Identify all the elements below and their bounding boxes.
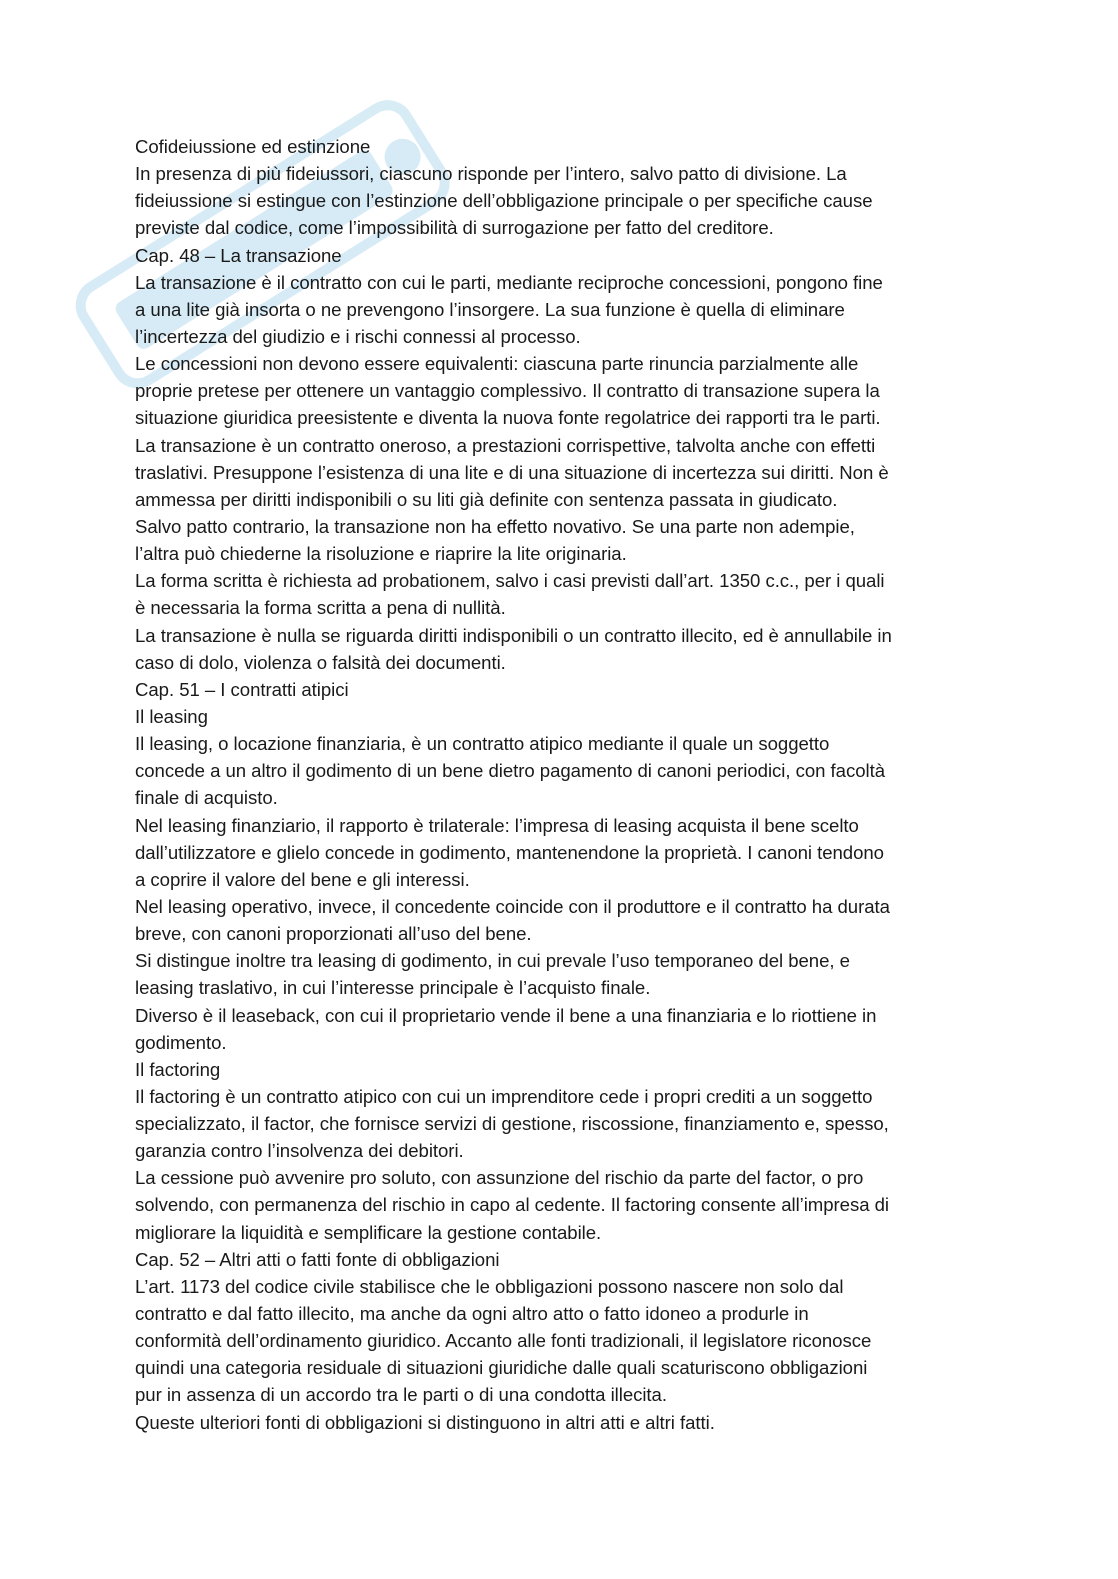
text-line: godimento. <box>135 1031 227 1053</box>
text-line: conformità dell’ordinamento giuridico. Accanto alle fonti tradizionali, il legislatore riconosce <box>135 1330 872 1352</box>
text-line: La cessione può avvenire pro soluto, con assunzione del rischio da parte del factor, o pro <box>135 1167 864 1189</box>
text-line: l’altra può chiederne la risoluzione e riaprire la lite originaria. <box>135 543 627 565</box>
text-line: garanzia contro l’insolvenza dei debitori. <box>135 1140 464 1162</box>
text-line: Queste ulteriori fonti di obbligazioni si distinguono in altri atti e altri fatti. <box>135 1411 715 1433</box>
text-line: è necessaria la forma scritta a pena di nullità. <box>135 597 506 619</box>
text-line: Diverso è il leaseback, con cui il proprietario vende il bene a una finanziaria e lo riottiene in <box>135 1004 877 1026</box>
text-line: Nel leasing operativo, invece, il concedente coincide con il produttore e il contratto ha durata <box>135 895 890 917</box>
text-line: Il factoring è un contratto atipico con cui un imprenditore cede i propri crediti a un soggetto <box>135 1085 873 1107</box>
text-line: leasing traslativo, in cui l’interesse principale è l’acquisto finale. <box>135 977 651 999</box>
text-line: fideiussione si estingue con l’estinzione dell’obbligazione principale o per specifiche cause <box>135 190 873 212</box>
text-line: Salvo patto contrario, la transazione non ha effetto novativo. Se una parte non adempie, <box>135 515 855 537</box>
text-line: caso di dolo, violenza o falsità dei documenti. <box>135 651 506 673</box>
text-line: Cap. 48 – La transazione <box>135 244 342 266</box>
text-line: La transazione è un contratto oneroso, a prestazioni corrispettive, talvolta anche con effetti <box>135 434 876 456</box>
text-line: contratto e dal fatto illecito, ma anche da ogni altro atto o fatto idoneo a produrle in <box>135 1303 809 1325</box>
document-body <box>135 133 985 1436</box>
text-line: finale di acquisto. <box>135 787 278 809</box>
text-line: dall’utilizzatore e glielo concede in godimento, mantenendone la proprietà. I canoni tendono <box>135 841 884 863</box>
text-line: quindi una categoria residuale di situazioni giuridiche dalle quali scaturiscono obbligazioni <box>135 1357 868 1379</box>
text-line: Il leasing, o locazione finanziaria, è un contratto atipico mediante il quale un soggetto <box>135 733 830 755</box>
text-line: concede a un altro il godimento di un bene dietro pagamento di canoni periodici, con facoltà <box>135 760 885 782</box>
text-line: solvendo, con permanenza del rischio in capo al cedente. Il factoring consente all’impresa di <box>135 1194 889 1216</box>
text-line: L’art. 1173 del codice civile stabilisce che le obbligazioni possono nascere non solo dal <box>135 1275 844 1297</box>
text-line: pur in assenza di un accordo tra le parti o di una condotta illecita. <box>135 1384 667 1406</box>
text-line: a una lite già insorta o ne prevengono l’insorgere. La sua funzione è quella di eliminare <box>135 298 845 320</box>
text-line: Si distingue inoltre tra leasing di godimento, in cui prevale l’uso temporaneo del bene, e <box>135 950 850 972</box>
text-line: a coprire il valore del bene e gli interessi. <box>135 868 470 890</box>
text-line: La forma scritta è richiesta ad probationem, salvo i casi previsti dall’art. 1350 c.c., per i quali <box>135 570 885 592</box>
text-line: Cap. 52 – Altri atti o fatti fonte di obbligazioni <box>135 1248 500 1270</box>
text-line: Il leasing <box>135 705 208 727</box>
text-line: breve, con canoni proporzionati all’uso del bene. <box>135 923 532 945</box>
text-line: specializzato, il factor, che fornisce servizi di gestione, riscossione, finanziamento e, spesso, <box>135 1113 889 1135</box>
text-line: migliorare la liquidità e semplificare la gestione contabile. <box>135 1221 602 1243</box>
text-line: In presenza di più fideiussori, ciascuno risponde per l’intero, salvo patto di divisione. La <box>135 163 847 185</box>
text-line: La transazione è il contratto con cui le parti, mediante reciproche concessioni, pongono fine <box>135 271 883 293</box>
text-line: proprie pretese per ottenere un vantaggio complessivo. Il contratto di transazione supera la <box>135 380 880 402</box>
text-line: Il factoring <box>135 1058 221 1080</box>
text-line: traslativi. Presuppone l’esistenza di una lite e di una situazione di incertezza sui diritti. Non è <box>135 461 889 483</box>
text-line: La transazione è nulla se riguarda diritti indisponibili o un contratto illecito, ed è annullabile in <box>135 624 892 646</box>
text-line: Nel leasing finanziario, il rapporto è trilaterale: l’impresa di leasing acquista il bene scelto <box>135 814 859 836</box>
text-line: Cap. 51 – I contratti atipici <box>135 678 349 700</box>
text-line: Le concessioni non devono essere equivalenti: ciascuna parte rinuncia parzialmente alle <box>135 353 859 375</box>
text-line: l’incertezza del giudizio e i rischi connessi al processo. <box>135 325 581 347</box>
text-line: Cofideiussione ed estinzione <box>135 136 371 157</box>
text-line: ammessa per diritti indisponibili o su liti già definite con sentenza passata in giudicato. <box>135 488 838 510</box>
text-line: situazione giuridica preesistente e diventa la nuova fonte regolatrice dei rapporti tra le parti. <box>135 407 881 429</box>
text-line: previste dal codice, come l’impossibilità di surrogazione per fatto del creditore. <box>135 217 774 239</box>
